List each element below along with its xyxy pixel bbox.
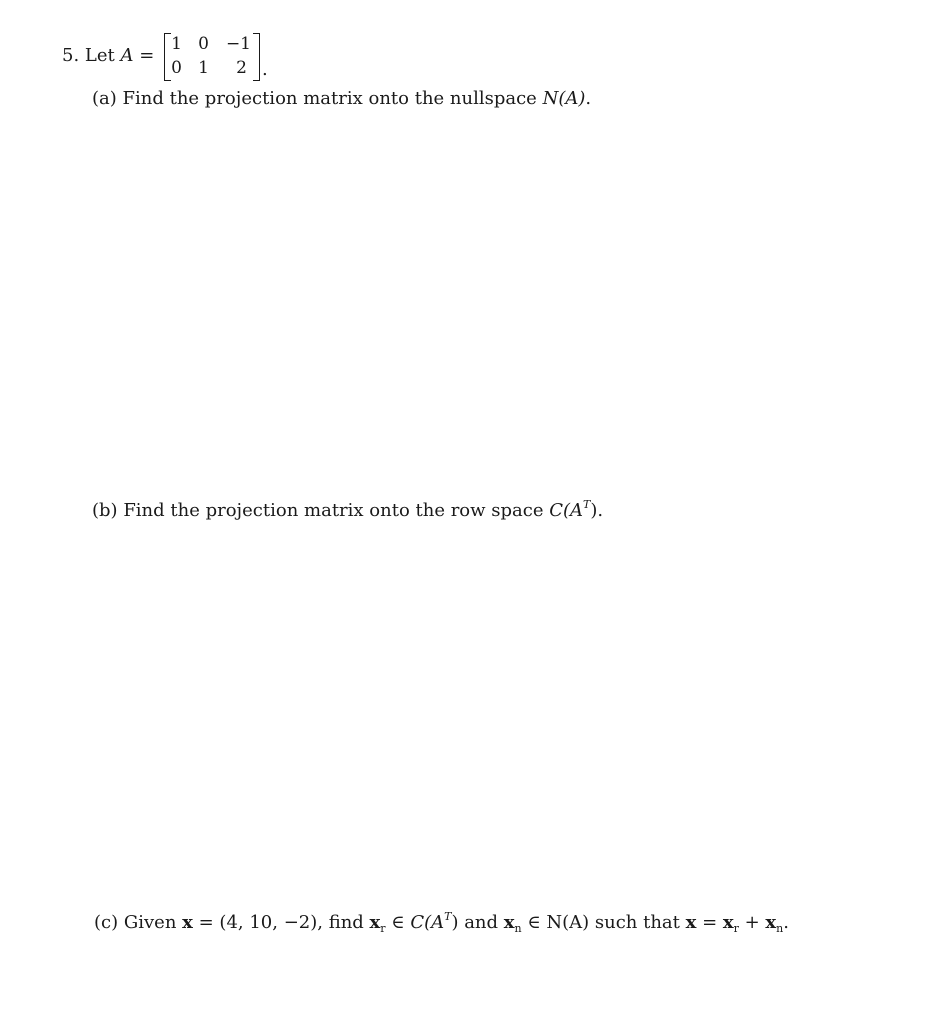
- part-c-xr-sub: r: [380, 922, 386, 935]
- part-c-label: (c): [94, 912, 119, 933]
- part-c-x2: x: [685, 912, 697, 933]
- part-c-eq-value: = (4, 10, −2), find: [192, 912, 370, 933]
- matrix-period: .: [262, 59, 268, 80]
- matrix-cell-r2c3: 2: [236, 58, 247, 78]
- equals-sign: =: [139, 45, 155, 66]
- part-b-end: .: [597, 500, 604, 521]
- problem-lead: Let: [84, 45, 115, 66]
- matrix-a: [164, 33, 260, 79]
- matrix-cell-r2c2: 1: [198, 58, 209, 78]
- part-a-text: Find the projection matrix onto the nullspace: [122, 88, 537, 109]
- part-b-math-base: C(A: [549, 500, 584, 521]
- part-c-xn-sub: n: [514, 922, 522, 935]
- part-c-xn2-base: x: [765, 912, 777, 933]
- part-b-math-sup: T: [583, 498, 591, 511]
- part-c-in-c: ∈ C(A: [385, 912, 445, 933]
- part-c-end: .: [783, 912, 789, 933]
- part-c-xr2-base: x: [722, 912, 734, 933]
- part-c-xn-base: x: [503, 912, 515, 933]
- part-c-given: Given: [123, 912, 177, 933]
- part-c-x: x: [182, 912, 193, 933]
- part-c-eq2: =: [696, 912, 723, 933]
- problem-number: 5.: [62, 45, 80, 66]
- matrix-cell-r1c1: 1: [171, 34, 182, 54]
- part-c-xn2-sub: n: [776, 922, 784, 935]
- part-c-in-n: ∈ N(A) such that: [521, 912, 686, 933]
- part-a-math: N(A): [542, 88, 586, 109]
- part-c: [94, 910, 789, 935]
- part-b: [92, 498, 604, 521]
- part-a: [92, 90, 591, 108]
- part-c-xr2-sub: r: [733, 922, 739, 935]
- part-c-and-text: ) and: [451, 912, 504, 933]
- matrix-variable: A: [120, 45, 134, 66]
- part-c-xr-base: x: [369, 912, 381, 933]
- matrix-right-bracket: [253, 33, 260, 81]
- part-b-text: Find the projection matrix onto the row space: [123, 500, 544, 521]
- part-a-end: .: [585, 88, 592, 109]
- part-c-plus: +: [738, 912, 766, 933]
- matrix-cell-r2c1: 0: [171, 58, 182, 78]
- matrix-cell-r1c2: 0: [198, 34, 209, 54]
- part-c-sup-t: T: [444, 910, 452, 923]
- matrix-cell-r1c3: −1: [225, 34, 251, 54]
- problem-header: [62, 47, 154, 65]
- part-a-label: (a): [92, 88, 117, 109]
- part-b-math-close: ): [590, 500, 598, 521]
- part-b-label: (b): [92, 500, 118, 521]
